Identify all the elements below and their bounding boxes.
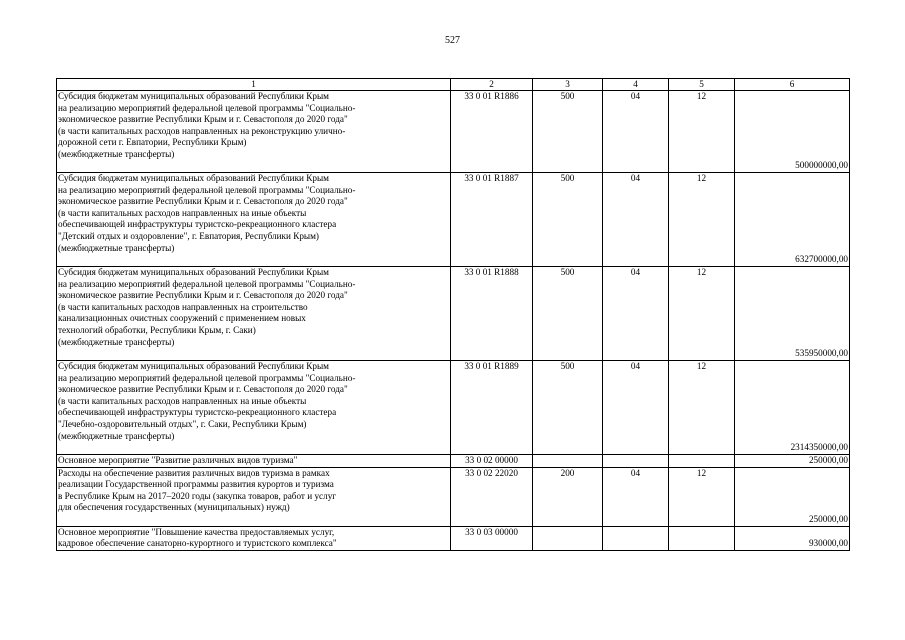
table-row (57, 361, 850, 455)
table-row (57, 91, 850, 173)
row-section (603, 455, 669, 468)
header-col-2: 2 (451, 79, 533, 91)
row-target-code: 33 0 02 00000 (451, 455, 533, 468)
row-amount: 250000,00 (735, 467, 850, 526)
row-description: Субсидия бюджетам муниципальных образований Республики Крым на реализацию мероприятий федеральной целевой программы "Социально- экономическое развитие Республики Крым и г. Севастополя до 2020 года" (в части капитальных расходов направленных на строительство канализационных очистных сооружений с применением новых технологий обработки, Республики Крым, г. Саки) (межбюджетные трансферты) (57, 267, 451, 361)
header-col-6: 6 (735, 79, 850, 91)
row-description: Субсидия бюджетам муниципальных образований Республики Крым на реализацию мероприятий федеральной целевой программы "Социально- экономическое развитие Республики Крым и г. Севастополя до 2020 года" (в части капитальных расходов направленных на иные объекты обеспечивающей инфраструктуры туристско-рекреационного кластера "Лечебно-оздоровительный отдых", г. Саки, Республики Крым) (межбюджетные трансферты) (57, 361, 451, 455)
table-row (57, 526, 850, 550)
row-amount: 930000,00 (735, 526, 850, 550)
header-col-5: 5 (669, 79, 735, 91)
row-amount: 535950000,00 (735, 267, 850, 361)
row-target-code: 33 0 03 00000 (451, 526, 533, 550)
table-header-row (57, 79, 850, 91)
row-description: Основное мероприятие "Повышение качества предоставляемых услуг, кадровое обеспечение санаторно-курортного и туристского комплекса" (57, 526, 451, 550)
header-col-1: 1 (57, 79, 451, 91)
row-target-code: 33 0 02 22020 (451, 467, 533, 526)
header-col-3: 3 (533, 79, 603, 91)
row-expense-type: 200 (533, 467, 603, 526)
row-description: Субсидия бюджетам муниципальных образований Республики Крым на реализацию мероприятий федеральной целевой программы "Социально- экономическое развитие Республики Крым и г. Севастополя до 2020 года" (в части капитальных расходов направленных на иные объекты обеспечивающей инфраструктуры туристско-рекреационного кластера "Детский отдых и оздоровление", г. Евпатория, Республики Крым) (межбюджетные трансферты) (57, 173, 451, 267)
table-row (57, 267, 850, 361)
row-expense-type: 500 (533, 173, 603, 267)
row-target-code: 33 0 01 R1886 (451, 91, 533, 173)
row-subsection: 12 (669, 361, 735, 455)
row-description: Основное мероприятие "Развитие различных видов туризма" (57, 455, 451, 468)
row-expense-type (533, 455, 603, 468)
row-section: 04 (603, 173, 669, 267)
row-amount: 632700000,00 (735, 173, 850, 267)
row-subsection (669, 455, 735, 468)
row-section (603, 526, 669, 550)
row-expense-type: 500 (533, 91, 603, 173)
row-target-code: 33 0 01 R1889 (451, 361, 533, 455)
table-row (57, 455, 850, 468)
row-section: 04 (603, 267, 669, 361)
row-section: 04 (603, 361, 669, 455)
row-description: Расходы на обеспечение развития различных видов туризма в рамках реализации Государственной программы развития курортов и туризма в Республике Крым на 2017–2020 годы (закупка товаров, работ и услуг для обеспечения государственных (муниципальных) нужд) (57, 467, 451, 526)
row-subsection: 12 (669, 467, 735, 526)
row-expense-type: 500 (533, 361, 603, 455)
table-row (57, 173, 850, 267)
row-subsection: 12 (669, 173, 735, 267)
row-amount: 2314350000,00 (735, 361, 850, 455)
budget-table (56, 78, 850, 551)
row-description: Субсидия бюджетам муниципальных образований Республики Крым на реализацию мероприятий федеральной целевой программы "Социально- экономическое развитие Республики Крым и г. Севастополя до 2020 года" (в части капитальных расходов направленных на реконструкцию улично- дорожной сети г. Евпатории, Республики Крым) (межбюджетные трансферты) (57, 91, 451, 173)
row-section: 04 (603, 467, 669, 526)
page-number: 527 (445, 35, 460, 46)
row-target-code: 33 0 01 R1887 (451, 173, 533, 267)
row-amount: 250000,00 (735, 455, 850, 468)
row-target-code: 33 0 01 R1888 (451, 267, 533, 361)
row-expense-type: 500 (533, 267, 603, 361)
row-expense-type (533, 526, 603, 550)
row-subsection: 12 (669, 267, 735, 361)
row-section: 04 (603, 91, 669, 173)
row-subsection: 12 (669, 91, 735, 173)
header-col-4: 4 (603, 79, 669, 91)
row-subsection (669, 526, 735, 550)
row-amount: 500000000,00 (735, 91, 850, 173)
table-row (57, 467, 850, 526)
